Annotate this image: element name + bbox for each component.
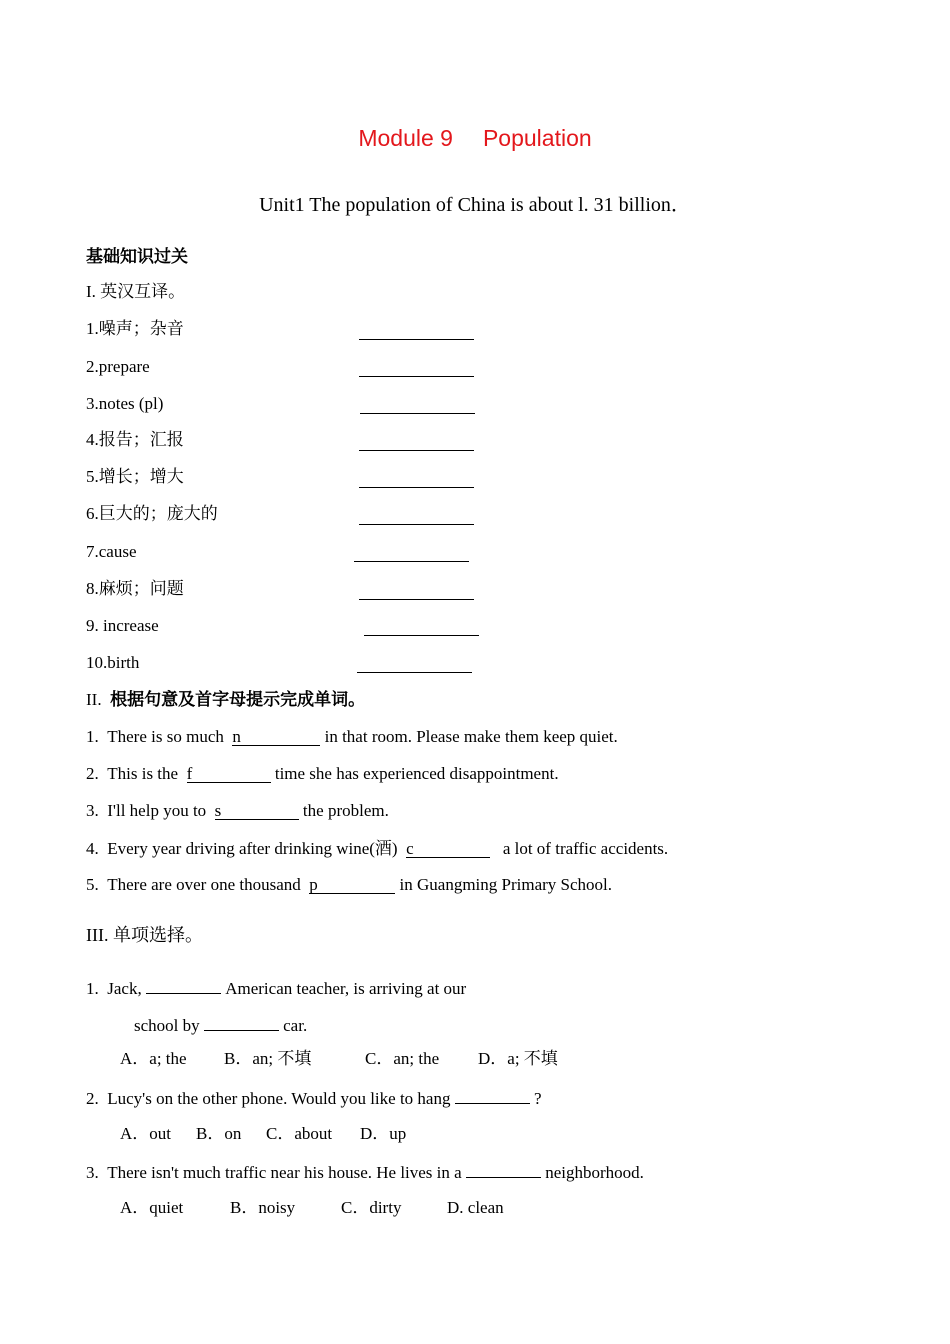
question-text: Jack, <box>107 979 142 998</box>
item-number: 1. <box>86 727 99 746</box>
sentence-start: I'll help you to <box>107 801 207 820</box>
item-number: 3. <box>86 801 99 820</box>
fill-sentence <box>86 802 389 820</box>
question-number: 2. <box>86 1089 99 1108</box>
part2-instruction: 根据句意及首字母提示完成单词。 <box>110 690 366 709</box>
sentence-start: Every year driving after drinking wine(酒) <box>107 839 398 858</box>
answer-blank[interactable] <box>466 1161 541 1178</box>
option-b[interactable]: B．noisy <box>230 1198 296 1217</box>
question-number: 1. <box>86 979 99 998</box>
answer-blank[interactable] <box>359 434 474 451</box>
answer-blank[interactable] <box>146 977 221 994</box>
fill-sentence <box>86 876 612 894</box>
hint-letter: f <box>186 764 193 783</box>
vocab-item: 3.notes (pl) <box>86 394 164 413</box>
question-text: There isn't much traffic near his house. He lives in a <box>107 1163 462 1182</box>
item-number: 2. <box>86 764 99 783</box>
vocab-item: 5.增长；增大 <box>86 467 184 486</box>
sentence-end: time she has experienced disappointment. <box>274 764 559 783</box>
vocab-item: 1.噪声；杂音 <box>86 319 184 338</box>
answer-blank[interactable] <box>360 397 475 414</box>
option-c[interactable]: C．an; the <box>365 1049 440 1068</box>
unit-subtitle: Unit1 The population of China is about l. 31 billion． <box>259 194 691 216</box>
option-d[interactable]: D．a; 不填 <box>478 1049 558 1068</box>
letter-hint-blank[interactable] <box>187 765 271 783</box>
vocab-item: 10.birth <box>86 653 140 672</box>
module-label: Module 9 <box>358 125 453 151</box>
part2-number: II. <box>86 690 102 709</box>
item-number: 5. <box>86 875 99 894</box>
sentence-end: in Guangming Primary School. <box>399 875 613 894</box>
mc-question <box>86 1087 542 1107</box>
vocab-item: 7.cause <box>86 542 137 561</box>
page-title <box>0 127 950 150</box>
letter-hint-blank[interactable] <box>406 840 490 858</box>
option-b[interactable]: B．an; 不填 <box>224 1049 312 1068</box>
option-a[interactable]: A．out <box>120 1124 171 1143</box>
question-text: school by <box>134 1016 200 1035</box>
fill-sentence <box>86 728 618 746</box>
option-b[interactable]: B．on <box>196 1124 242 1143</box>
option-d[interactable]: D. clean <box>447 1198 504 1217</box>
option-a[interactable]: A．quiet <box>120 1198 184 1217</box>
item-number: 4. <box>86 839 99 858</box>
topic-label: Population <box>482 125 592 151</box>
question-text: car. <box>283 1016 308 1035</box>
answer-blank[interactable] <box>359 508 474 525</box>
hint-letter: p <box>309 875 318 894</box>
section-heading: 基础知识过关 <box>86 247 188 266</box>
hint-letter: s <box>214 801 222 820</box>
mc-question <box>86 1161 644 1181</box>
option-c[interactable]: C．dirty <box>341 1198 402 1217</box>
sentence-start: There are over one thousand <box>107 875 301 894</box>
hint-letter: c <box>406 839 414 858</box>
sentence-end: the problem. <box>302 801 389 820</box>
mc-options <box>120 1199 504 1216</box>
letter-hint-blank[interactable] <box>215 802 299 820</box>
vocab-item: 4.报告；汇报 <box>86 430 184 449</box>
letter-hint-blank[interactable] <box>232 728 320 746</box>
option-c[interactable]: C．about <box>266 1124 333 1143</box>
mc-options <box>120 1050 558 1067</box>
answer-blank[interactable] <box>359 583 474 600</box>
question-text: neighborhood. <box>545 1163 644 1182</box>
option-a[interactable]: A．a; the <box>120 1049 187 1068</box>
vocab-item: 6.巨大的；庞大的 <box>86 504 218 523</box>
mc-question <box>86 977 466 997</box>
vocab-item: 8.麻烦；问题 <box>86 579 184 598</box>
answer-blank[interactable] <box>359 360 474 377</box>
sentence-start: This is the <box>107 764 179 783</box>
answer-blank[interactable] <box>455 1087 530 1104</box>
part3-heading: III. 单项选择。 <box>86 925 203 945</box>
answer-blank[interactable] <box>364 619 479 636</box>
sentence-end: in that room. Please make them keep quiet. <box>324 727 618 746</box>
question-text: Lucy's on the other phone. Would you like to hang <box>107 1089 451 1108</box>
vocab-item: 9. increase <box>86 616 159 635</box>
fill-sentence <box>86 765 559 783</box>
answer-blank[interactable] <box>359 323 474 340</box>
sentence-end: a lot of traffic accidents. <box>502 839 669 858</box>
question-number: 3. <box>86 1163 99 1182</box>
vocab-item: 2.prepare <box>86 357 150 376</box>
answer-blank[interactable] <box>357 656 472 673</box>
option-d[interactable]: D．up <box>360 1124 407 1143</box>
mc-question-continued <box>134 1014 307 1034</box>
hint-letter: n <box>232 727 241 746</box>
part1-heading: I. 英汉互译。 <box>86 282 186 301</box>
question-text: ? <box>533 1089 542 1108</box>
question-text: American teacher, is arriving at our <box>225 979 467 998</box>
fill-sentence <box>86 840 668 858</box>
letter-hint-blank[interactable] <box>309 876 395 894</box>
answer-blank[interactable] <box>359 471 474 488</box>
sentence-start: There is so much <box>107 727 224 746</box>
part2-heading <box>86 691 365 708</box>
answer-blank[interactable] <box>204 1014 279 1031</box>
answer-blank[interactable] <box>354 545 469 562</box>
mc-options <box>120 1125 406 1142</box>
